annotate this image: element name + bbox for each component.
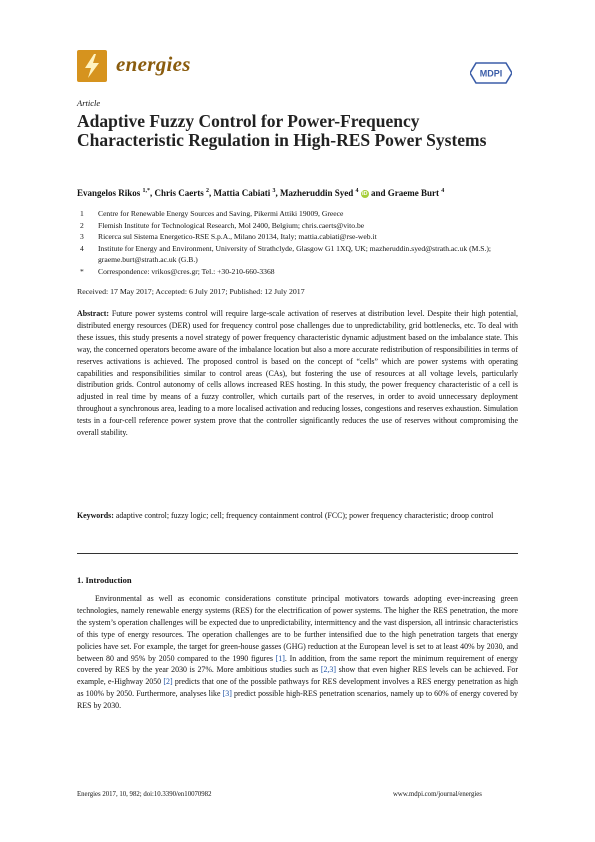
lightning-bolt-icon [77, 50, 107, 82]
intro-text: predict possible high-RES penetration scenarios, namely up to 60% of energy covered by RES by 2030. [77, 689, 518, 711]
journal-name[interactable]: energies [116, 52, 191, 76]
intro-text: show that even higher RES levels can be achieved. For example, e-Highway 2050 [77, 665, 518, 687]
orcid-icon[interactable]: iD [362, 191, 368, 197]
publication-dates: Received: 17 May 2017; Accepted: 6 July 2017; Published: 12 July 2017 [77, 287, 305, 296]
affiliation-item [77, 243, 517, 266]
intro-paragraph [77, 593, 518, 712]
abstract-text: Future power systems control will require large-scale activation of reserves at distribution level. Despite their high potential, distributed energy resources (DER) used for frequency control pose challenges due to unpredictability, grid bottlenecks, etc. To deal with these issues, this study presents a novel strategy of power frequency characteristic dynamic adjustment based on the imbalance state. This way, the concerned operators become aware of the imbalance location but also a more accurate redistribution of responsibilities in terms of reserves activations is achieved. The proposed control is based on the concept of “cells” which are power systems with operating capabilities and responsibilities similar to control areas (CAs), but fostering the use of resources at all voltage levels, particularly distribution grids. Control autonomy of cells allows increased RES hosting. In this study, the power frequency characteristic of a cell is adjusted in real time by means of a fuzzy controller, which curtails part of the reserves, in order to avoid unnecessary deployment throughout a synchronous area, leading to a more localised activation and reducing losses, congestions and reserves exhaustion. Simulation tests in a four-cell reference power system prove that the controller significantly reduces the use of reserves without compromising the overall stability. [77, 309, 518, 438]
abstract-label: Abstract: [77, 309, 109, 318]
citation-link[interactable]: [1] [275, 653, 285, 663]
affiliation-item [77, 220, 517, 232]
keywords [77, 510, 518, 522]
section-heading: 1. Introduction [77, 575, 132, 585]
citation-link[interactable]: [2] [163, 677, 173, 687]
affiliation-num: 1 [80, 209, 84, 218]
affiliation-item [77, 208, 517, 220]
author-affil-sup: 4 [355, 188, 359, 194]
mdpi-logo [470, 61, 512, 85]
affiliation-item [77, 266, 517, 278]
affiliation-num: 2 [80, 220, 84, 230]
intro-text: . In addition, from the same report the minimum requirement of energy covered by RES by the year 2030 is 27%. More ambitious studies such as [77, 653, 518, 675]
correspondence-text: Correspondence: vrikos@cres.gr; Tel.: +30-210-660-3368 [98, 266, 275, 276]
authors-and: and [371, 188, 386, 198]
affiliation-item [77, 231, 517, 243]
author-affil-sup: 2 [206, 188, 210, 194]
affiliation-text: Flemish Institute for Technological Research, Mol 2400, Belgium; chris.caerts@vito.be [98, 220, 365, 230]
mdpi-logo-text: MDPI [479, 68, 503, 79]
author-name[interactable]: Graeme Burt [387, 188, 440, 198]
affiliations [77, 208, 517, 277]
footer-url[interactable]: www.mdpi.com/journal/energies [393, 791, 482, 798]
author-list: Evangelos Rikos $^{1,*}$, Chris Caerts $^2$, Mattia Cabiati $^3$, Mazheruddin Syed $^4$ iD and Graeme Burt $^4$ [77, 188, 445, 198]
author-affil-sup: 4 [441, 188, 445, 194]
affiliation-num: 4 [80, 243, 84, 253]
article-type: Article [77, 98, 101, 108]
affiliation-num: * [80, 266, 84, 276]
keywords-text: adaptive control; fuzzy logic; cell; frequency containment control (FCC); power frequency characteristic; droop control [115, 511, 494, 520]
affiliation-num: 3 [80, 232, 84, 241]
abstract [77, 308, 518, 439]
author-affil-sup: 3 [272, 188, 276, 194]
author-affil-sup: 1,* [142, 188, 151, 194]
footer-citation: Energies 2017, 10, 982; doi:10.3390/en10070982 [77, 791, 212, 798]
affiliation-text: Centre for Renewable Energy Sources and Saving, Pikermi Attiki 19009, Greece [98, 209, 344, 218]
author-name[interactable]: Mazheruddin Syed [280, 188, 354, 198]
citation-link[interactable]: [3] [222, 689, 232, 699]
affiliation-text: Institute for Energy and Environment, University of Strathclyde, Glasgow G1 1XQ, UK; mazheruddin.syed@strath.ac.uk (M.S.); graeme.burt@strath.ac.uk (G.B.) [98, 243, 492, 264]
citation-link[interactable]: [2,3] [320, 665, 336, 675]
author-name[interactable]: Chris Caerts [154, 188, 204, 198]
divider [77, 553, 518, 554]
intro-text: Environmental as well as economic considerations constitute principal motivators towards adopting ever-increasing green technologies, namely renewable energy systems (RES) for the electrification of power systems. The higher the RES penetration, the more the system’s operation challenges will be expected due to unpredictability, intermittency and the vast dispersion, all intrinsic characteristics of this type of energy resources. The operation challenges are to be further intensified due to the high penetration targets that energy policies have set. For example, the target for green-house gasses (GHG) reduction at the European level is set to at least 40% by 2030, and between 80 and 95% by 2050 compared to the 1990 figures [77, 594, 518, 663]
author-name[interactable]: Evangelos Rikos [77, 188, 141, 198]
journal-logo [77, 50, 107, 82]
author-name[interactable]: Mattia Cabiati [213, 188, 271, 198]
affiliation-text: Ricerca sul Sistema Energetico-RSE S.p.A., Milano 20134, Italy; mattia.cabiati@rse-web.it [98, 232, 377, 241]
article-title: Adaptive Fuzzy Control for Power-Frequency Characteristic Regulation in High-RES Power Systems [77, 111, 487, 150]
keywords-label: Keywords: [77, 511, 114, 520]
intro-text: predicts that one of the possible pathways for RES development involves a RES energy penetration as high as 100% by 2050. Furthermore, analyses like [77, 677, 518, 699]
